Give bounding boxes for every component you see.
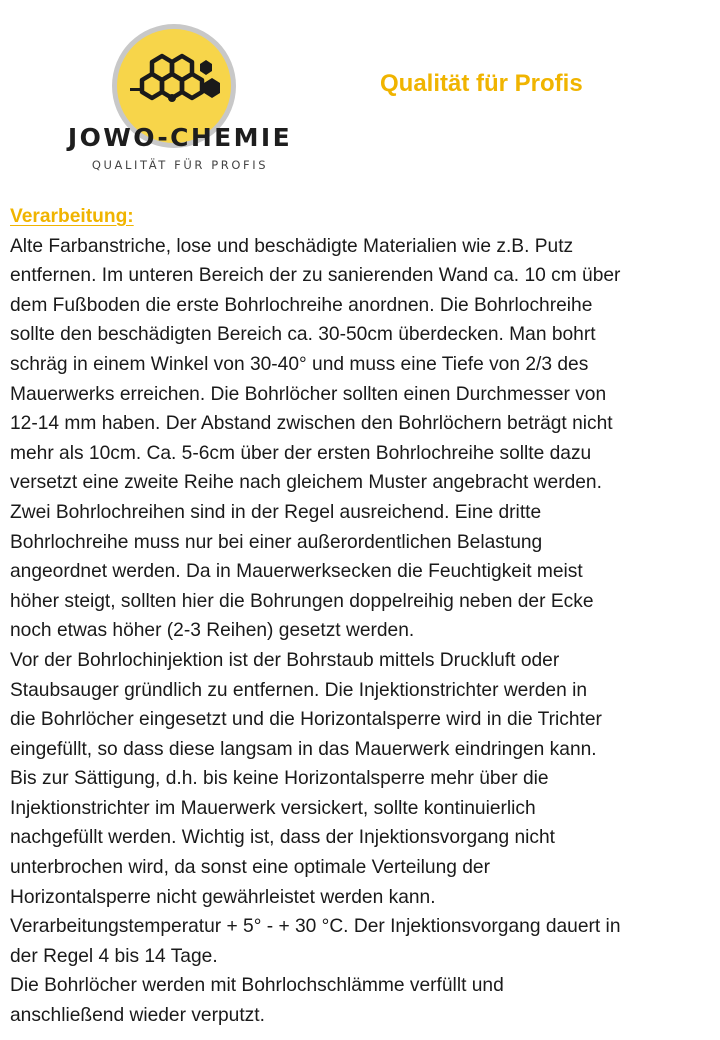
text-line: der Regel 4 bis 14 Tage.: [10, 945, 218, 967]
text-line: Mauerwerks erreichen. Die Bohrlöcher sollten einen Durchmesser von: [10, 383, 607, 405]
company-logo: [40, 22, 320, 182]
text-line: angeordnet werden. Da in Mauerwerksecken die Feuchtigkeit meist: [10, 561, 583, 583]
text-line: Alte Farbanstriche, lose und beschädigte Materialien wie z.B. Putz: [10, 235, 574, 257]
text-line: mehr als 10cm. Ca. 5-6cm über der ersten Bohrlochreihe sollte dazu: [10, 442, 592, 464]
text-line: schräg in einem Winkel von 30-40° und muss eine Tiefe von 2/3 des: [10, 353, 589, 375]
text-line: entfernen. Im unteren Bereich der zu sanierenden Wand ca. 10 cm über: [10, 265, 621, 287]
text-line: versetzt eine zweite Reihe nach gleichem Muster angebracht werden.: [10, 472, 602, 494]
text-line: Horizontalsperre nicht gewährleistet werden kann.: [10, 886, 436, 908]
text-line: noch etwas höher (2-3 Reihen) gesetzt werden.: [10, 620, 415, 642]
header-slogan: Qualität für Profis: [380, 70, 583, 97]
logo-tagline: QUALITÄT FÜR PROFIS: [91, 158, 269, 172]
text-line: nachgefüllt werden. Wichtig ist, dass der Injektionsvorgang nicht: [10, 827, 555, 849]
text-line: höher steigt, sollten hier die Bohrungen doppelreihig neben der Ecke: [10, 590, 594, 612]
text-line: unterbrochen wird, da sonst eine optimale Verteilung der: [10, 857, 490, 879]
text-line: Staubsauger gründlich zu entfernen. Die Injektionstrichter werden in: [10, 679, 588, 701]
processing-instructions: [10, 202, 715, 1031]
text-line: Bis zur Sättigung, d.h. bis keine Horizontalsperre mehr über die: [10, 768, 549, 790]
text-line: dem Fußboden die erste Bohrlochreihe anordnen. Die Bohrlochreihe: [10, 294, 593, 316]
text-line: 12-14 mm haben. Der Abstand zwischen den Bohrlöchern beträgt nicht: [10, 413, 613, 435]
text-line: Injektionstrichter im Mauerwerk versickert, sollte kontinuierlich: [10, 797, 536, 819]
text-line: Die Bohrlöcher werden mit Bohrlochschlämme verfüllt und: [10, 975, 504, 997]
text-line: Verarbeitungstemperatur + 5° - + 30 °C. Der Injektionsvorgang dauert in: [10, 916, 621, 938]
text-line: anschließend wieder verputzt.: [10, 1005, 265, 1027]
text-line: die Bohrlöcher eingesetzt und die Horizontalsperre wird in die Trichter: [10, 709, 602, 731]
text-line: eingefüllt, so dass diese langsam in das Mauerwerk eindringen kann.: [10, 738, 597, 760]
text-line: Vor der Bohrlochinjektion ist der Bohrstaub mittels Druckluft oder: [10, 649, 560, 671]
section-heading: Verarbeitung:: [10, 206, 134, 227]
instruction-text: [10, 232, 715, 1031]
text-line: sollte den beschädigten Bereich ca. 30-50cm überdecken. Man bohrt: [10, 324, 596, 346]
text-line: Bohrlochreihe muss nur bei einer außerordentlichen Belastung: [10, 531, 543, 553]
text-line: Zwei Bohrlochreihen sind in der Regel ausreichend. Eine dritte: [10, 501, 542, 523]
logo-wordmark: JOWO-CHEMIE: [67, 123, 293, 152]
